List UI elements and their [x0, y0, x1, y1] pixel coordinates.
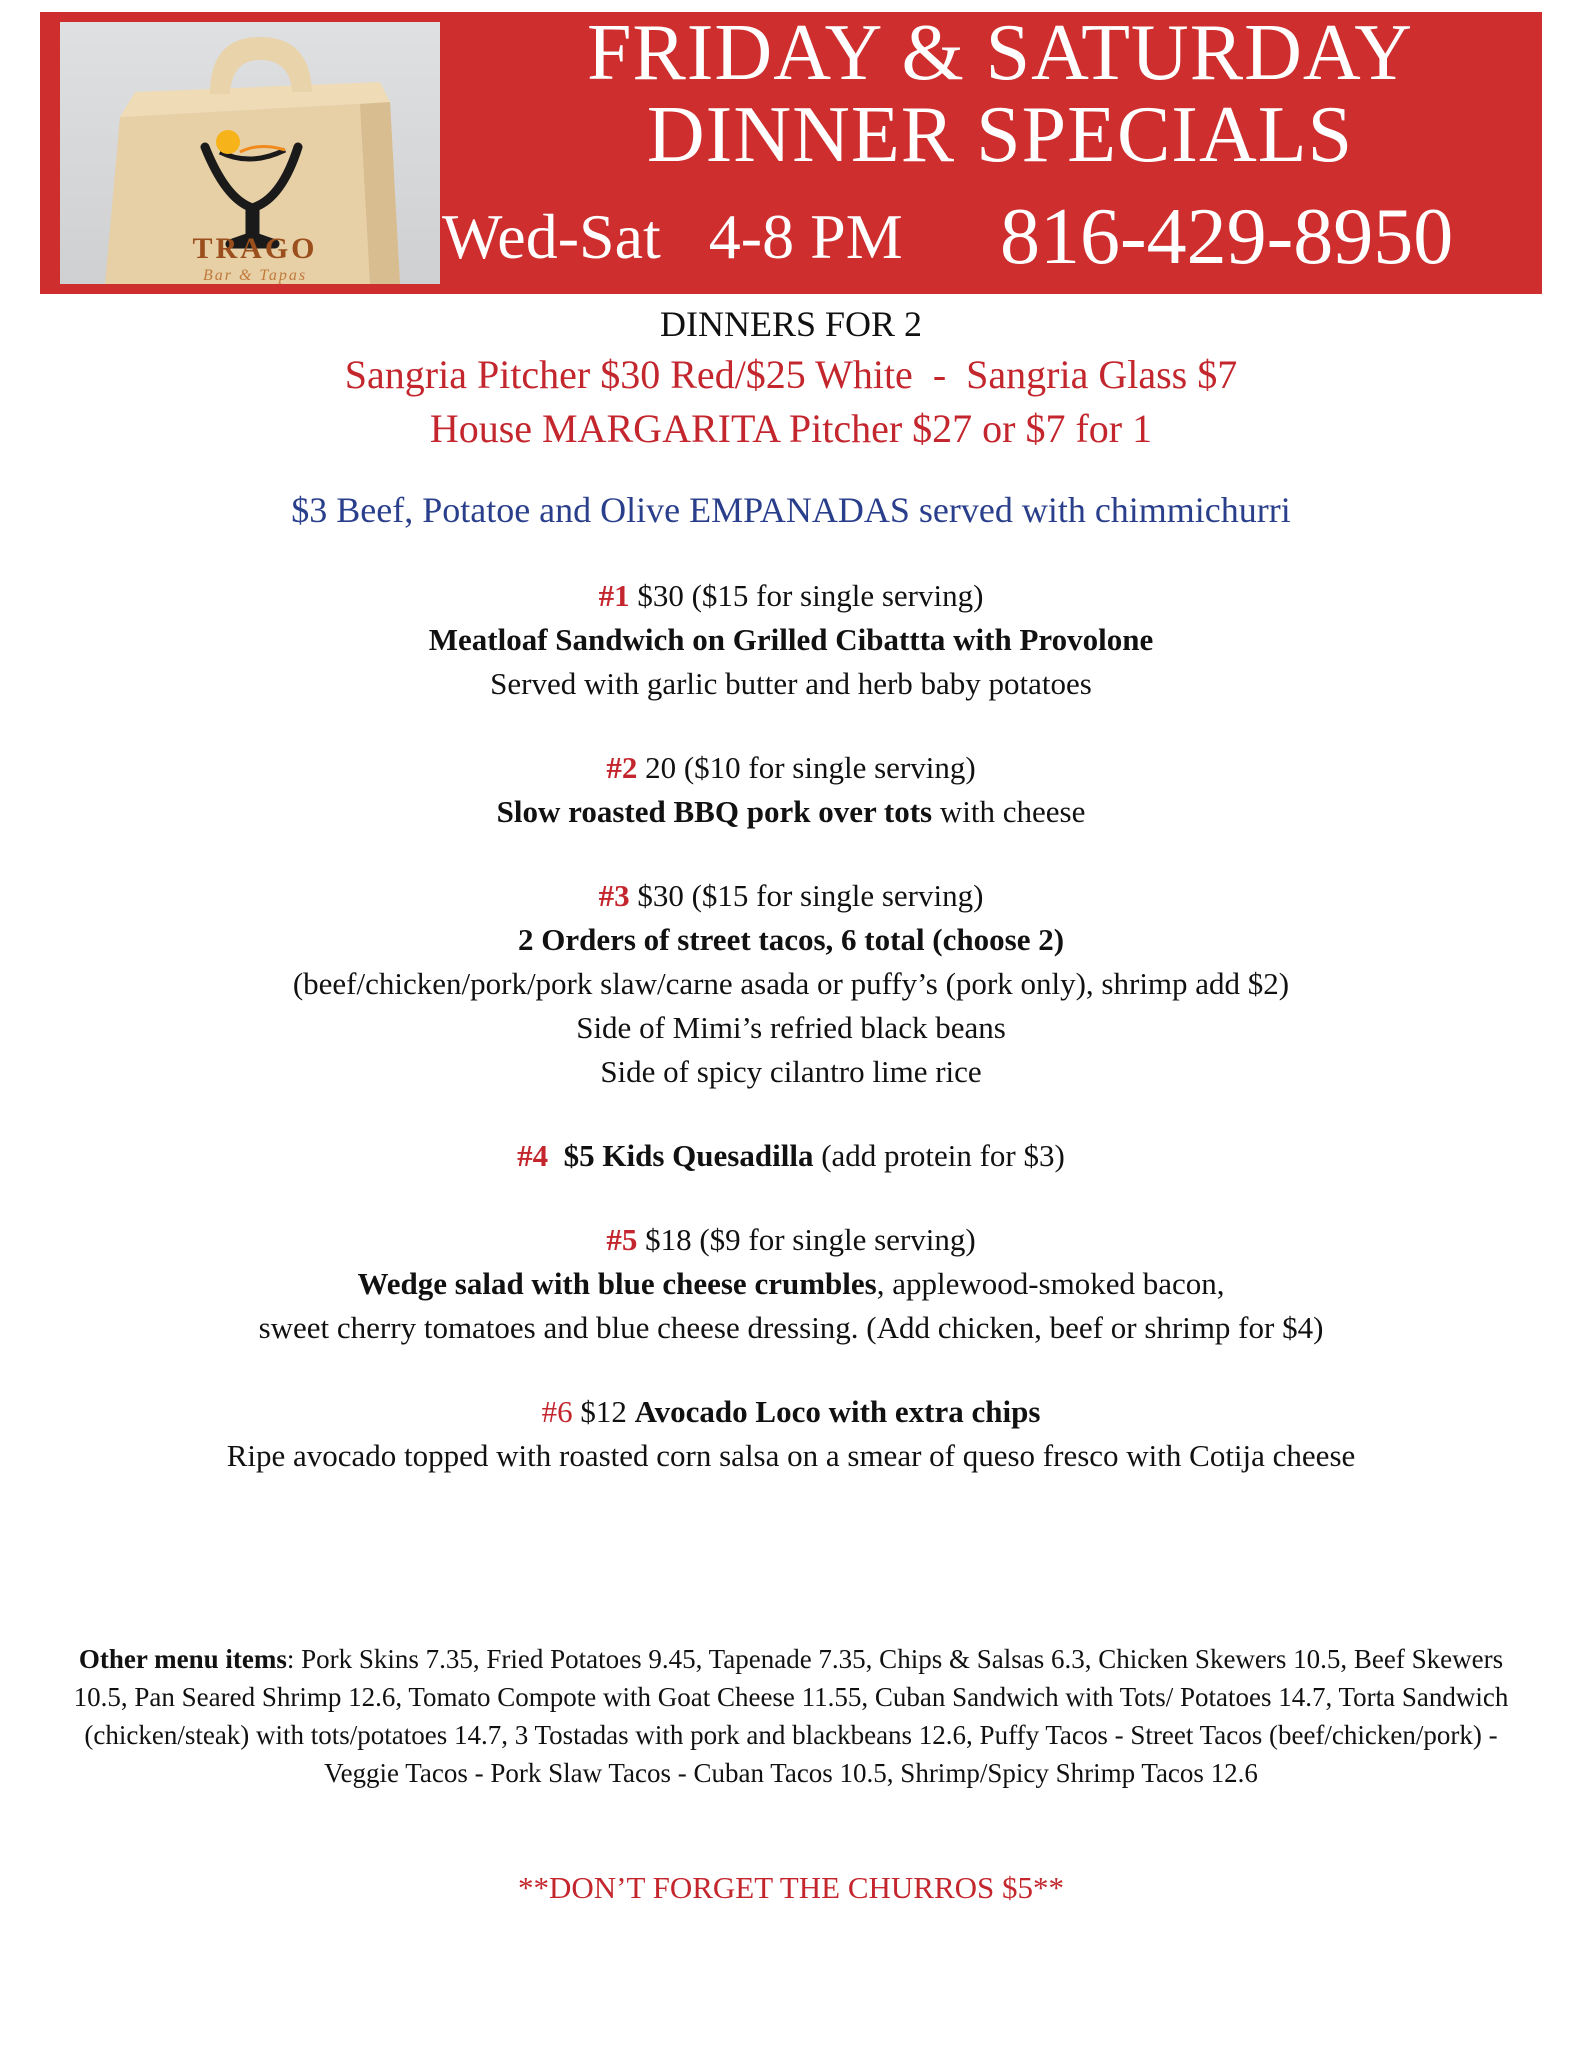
logo-image [60, 22, 440, 284]
logo-text: TRAGO [192, 232, 318, 265]
menu-content [0, 300, 1582, 1478]
item-title: Avocado Loco with extra chips [634, 1394, 1041, 1429]
item-title: Meatloaf Sandwich on Grilled Cibattta with Provolone [428, 622, 1154, 657]
item-title: 2 Orders of street tacos, 6 total (choose 2) [517, 922, 1065, 957]
item-number: #5 [606, 1222, 638, 1257]
menu-item-5 [0, 1218, 1582, 1350]
empanadas-line: $3 Beef, Potatoe and Olive EMPANADAS served with chimmichurri [291, 490, 1291, 530]
menu-item-1 [0, 574, 1582, 706]
logo-subtext: Bar & Tapas [202, 267, 308, 284]
item-description: (add protein for $3) [813, 1138, 1065, 1173]
menu-item-4 [0, 1134, 1582, 1178]
other-menu-text: : Pork Skins 7.35, Fried Potatoes 9.45, Tapenade 7.35, Chips & Salsas 6.3, Chicken Skewers 10.5, Beef Skewers 10.5, Pan Seared Shrimp 12.6, Tomato Compote with Goat Cheese 11.55, Cuban Sandwich with Tots/ Potatoes 14.7, Torta Sandwich (chicken/steak) with tots/potatoes 14.7, 3 Tostadas with pork and blackbeans 12.6, Puffy Tacos - Street Tacos (beef/chicken/pork) - Veggie Tacos - Pork Slaw Tacos - Cuban Tacos 10.5, Shrimp/Spicy Shrimp Tacos 12.6 [73, 1644, 1509, 1788]
item-number: #6 [541, 1394, 573, 1429]
other-menu-items [50, 1640, 1532, 1792]
item-number: #1 [598, 578, 630, 613]
title-line-2: DINNER SPECIALS [646, 91, 1354, 179]
title-line-1: FRIDAY & SATURDAY [586, 9, 1414, 97]
item-side-rice: Side of spicy cilantro lime rice [600, 1054, 982, 1089]
item-number: #4 [517, 1138, 549, 1173]
item-description: (beef/chicken/pork/pork slaw/carne asada or puffy’s (pork only), shrimp add $2) [292, 966, 1290, 1001]
item-number: #3 [598, 878, 630, 913]
other-menu-label: Other menu items [78, 1644, 287, 1674]
item-price: $30 ($15 for single serving) [629, 878, 984, 913]
dinners-heading: DINNERS FOR 2 [659, 304, 923, 344]
phone-number[interactable]: 816-429-8950 [1000, 193, 1454, 281]
header-banner [40, 9, 1542, 294]
sangria-line: Sangria Pitcher $30 Red/$25 White - Sangria Glass $7 [344, 352, 1238, 397]
item-side-beans: Side of Mimi’s refried black beans [576, 1010, 1006, 1045]
item-price: 20 ($10 for single serving) [637, 750, 976, 785]
page-title [460, 9, 1540, 179]
item-title-rest: with cheese [932, 794, 1086, 829]
item-number: #2 [606, 750, 638, 785]
menu-item-3 [0, 874, 1582, 1094]
item-title: Wedge salad with blue cheese crumbles [357, 1266, 877, 1301]
item-description: sweet cherry tomatoes and blue cheese dressing. (Add chicken, beef or shrimp for $4) [258, 1310, 1324, 1345]
churros-reminder: **DON’T FORGET THE CHURROS $5** [518, 1870, 1064, 1905]
item-title-rest: , applewood-smoked bacon, [876, 1266, 1225, 1301]
item-title: $5 Kids Quesadilla [548, 1138, 814, 1173]
item-description: Ripe avocado topped with roasted corn salsa on a smear of queso fresco with Cotija cheese [226, 1438, 1356, 1473]
menu-item-6 [0, 1390, 1582, 1478]
item-description: Served with garlic butter and herb baby potatoes [490, 666, 1092, 701]
item-price: $30 ($15 for single serving) [629, 578, 984, 613]
item-title: Slow roasted BBQ pork over tots [496, 794, 933, 829]
menu-item-2 [0, 746, 1582, 834]
margarita-line: House MARGARITA Pitcher $27 or $7 for 1 [429, 406, 1153, 451]
hours-text: Wed-Sat 4-8 PM [442, 201, 903, 272]
item-price: $18 ($9 for single serving) [637, 1222, 976, 1257]
item-price: $12 [572, 1394, 635, 1429]
